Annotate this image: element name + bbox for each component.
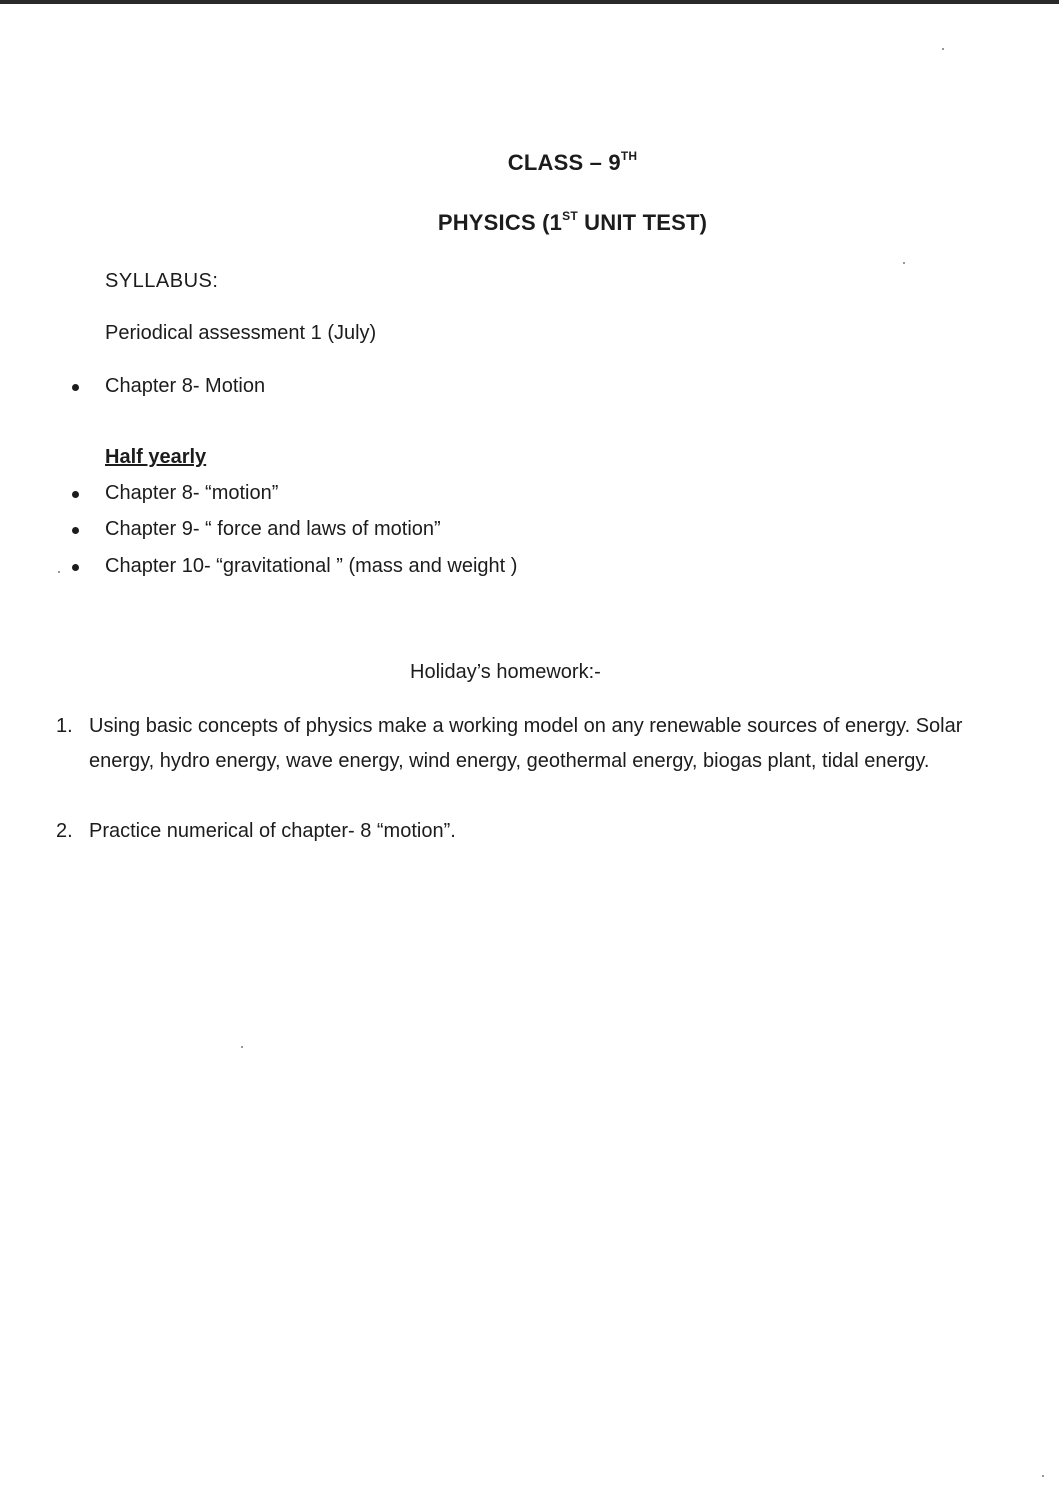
bullet bbox=[72, 527, 79, 534]
scan-speck bbox=[1042, 1475, 1044, 1477]
scan-speck bbox=[241, 1046, 243, 1048]
subject-title-suffix: UNIT TEST) bbox=[577, 210, 708, 235]
bullet bbox=[72, 564, 79, 571]
half-yearly-item: Chapter 10- “gravitational ” (mass and weight ) bbox=[105, 555, 518, 577]
bullet bbox=[72, 384, 79, 391]
periodical-item: Chapter 8- Motion bbox=[105, 375, 266, 397]
class-title-sup: TH bbox=[620, 149, 638, 163]
periodical-heading: Periodical assessment 1 (July) bbox=[105, 322, 377, 344]
subject-title-prefix: PHYSICS (1 bbox=[437, 210, 563, 235]
bullet bbox=[72, 491, 79, 498]
half-yearly-heading: Half yearly bbox=[105, 446, 207, 468]
scan-edge bbox=[0, 0, 1059, 4]
homework-heading: Holiday’s homework:- bbox=[410, 661, 601, 683]
scan-speck bbox=[942, 48, 944, 50]
class-title-text: CLASS – 9 bbox=[507, 150, 621, 175]
class-title bbox=[0, 150, 1059, 176]
subject-title-sup: ST bbox=[562, 209, 578, 223]
scan-speck bbox=[58, 571, 60, 573]
homework-item bbox=[56, 814, 976, 854]
homework-item-number: 2. bbox=[56, 820, 73, 842]
homework-item-text: Using basic concepts of physics make a working model on any renewable sources of energy. Solar energy, hydro energy, wave energy, wind energy, geothermal energy, biogas plant, tidal energy. bbox=[89, 715, 963, 772]
subject-title bbox=[0, 210, 1059, 236]
homework-item-number: 1. bbox=[56, 715, 73, 737]
half-yearly-item: Chapter 9- “ force and laws of motion” bbox=[105, 518, 441, 540]
scan-speck bbox=[903, 262, 905, 264]
homework-item bbox=[56, 709, 976, 819]
syllabus-label: SYLLABUS: bbox=[105, 270, 219, 292]
homework-item-text: Practice numerical of chapter- 8 “motion”. bbox=[89, 820, 456, 842]
half-yearly-item: Chapter 8- “motion” bbox=[105, 482, 279, 504]
